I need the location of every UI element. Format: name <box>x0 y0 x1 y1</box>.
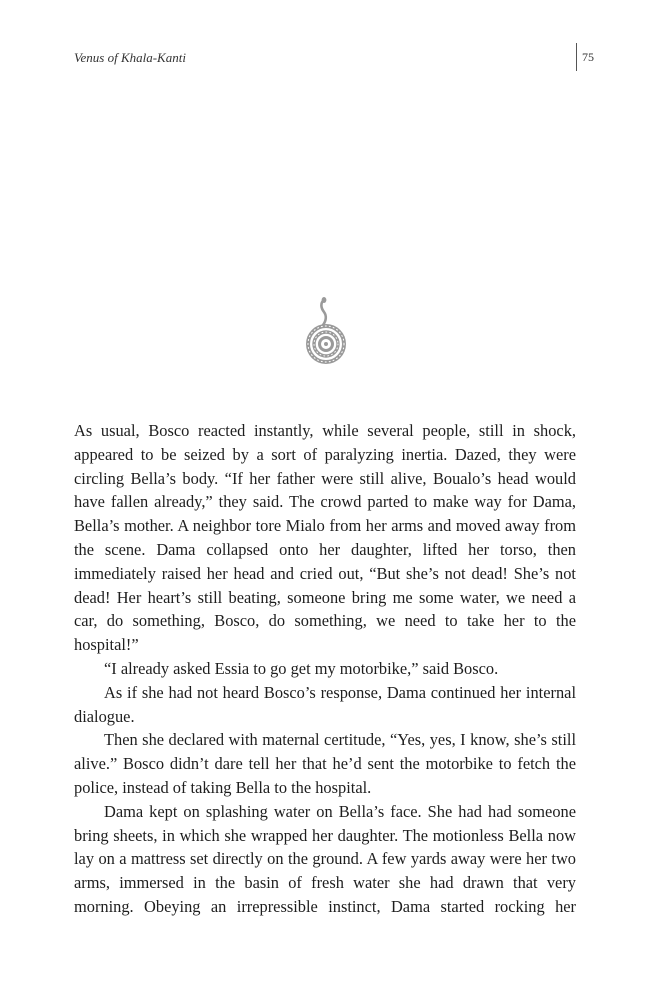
paragraph: As usual, Bosco reacted instantly, while several people, still in shock, appeared to be seized by a sort of paralyzing inertia. Dazed, they were circling Bella’s body. “If her father were still alive, Boualo’s head would have fallen already,” they said. The crowd parted to make way for Dama, Bella’s mother. A neighbor tore Mialo from her arms and moved away from the scene. Dama collapsed onto her daughter, lifted her torso, then immediately raised her head and cried out, “But she’s not dead! She’s not dead! Her heart’s still beating, someone bring me some water, we need a car, do something, Bosco, do something, we need to take her to the hospital!” <box>74 421 576 655</box>
header-divider <box>576 43 577 71</box>
running-head-title: Venus of Khala-Kanti <box>74 50 186 65</box>
paragraph: “I already asked Essia to go get my motorbike,” said Bosco. <box>104 658 499 678</box>
body-text <box>74 419 576 919</box>
paragraph: Dama kept on splashing water on Bella’s face. She had had someone bring sheets, in which she wrapped her daughter. The motionless Bella now lay on a mattress set directly on the ground. A few yards away were her two arms, immersed in the basin of fresh water she had drawn that very morning. Obeying an irrepressible instinct, Dama started rocking her <box>74 801 576 916</box>
coiled-snake-icon <box>302 296 350 366</box>
page-number: 75 <box>582 50 594 64</box>
paragraph: As if she had not heard Bosco’s response, Dama continued her internal dialogue. <box>74 682 576 726</box>
paragraph: Then she declared with maternal certitude, “Yes, yes, I know, she’s still alive.” Bosco didn’t dare tell her that he’d sent the motorbike to fetch the police, instead of taking Bella to the hospital. <box>74 730 576 797</box>
